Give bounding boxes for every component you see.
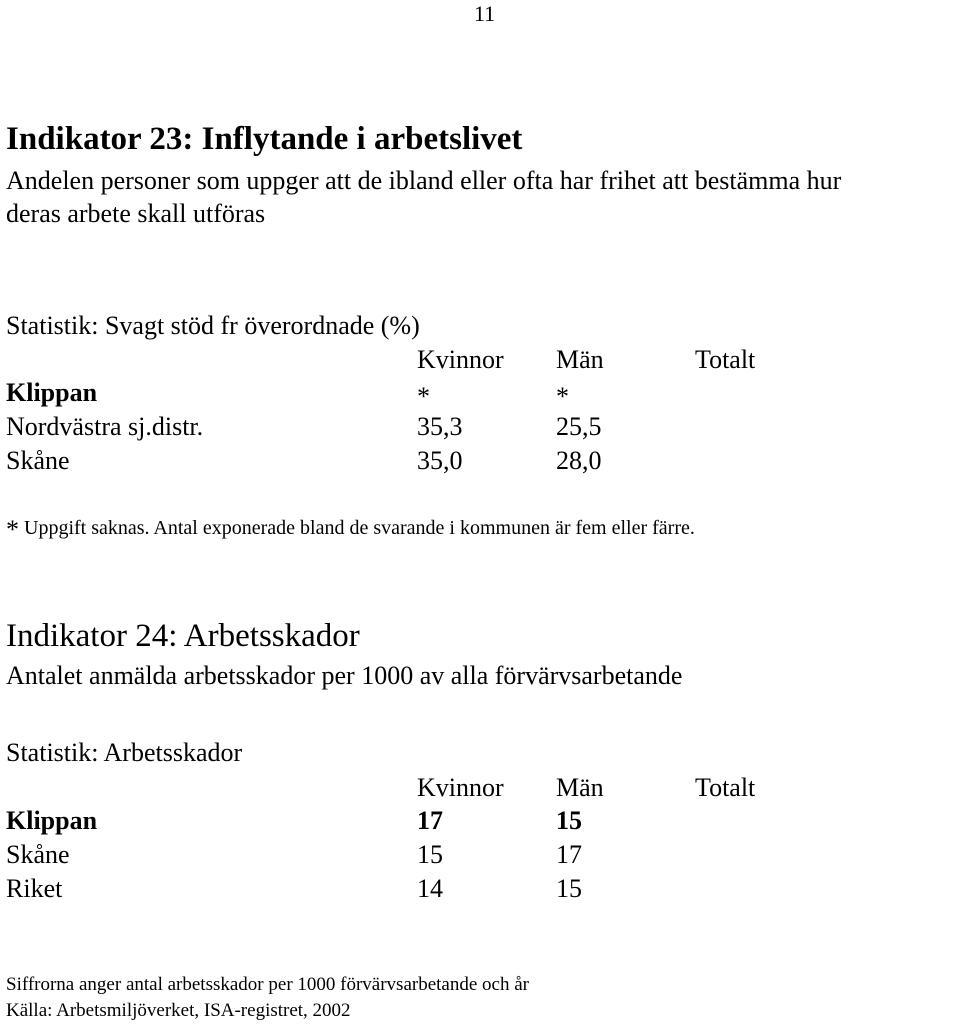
cell-kvinnor: *: [417, 382, 430, 411]
cell-kvinnor: 35,0: [417, 446, 463, 475]
indicator-24-source: Källa: Arbetsmiljöverket, ISA-registret, 2002: [6, 1000, 351, 1021]
footnote-text: Uppgift saknas. Antal exponerade bland de svarande i kommunen är fem eller färre.: [24, 517, 695, 539]
column-header-totalt: Totalt: [695, 345, 756, 374]
indicator-24-statistic-label: Statistik: Arbetsskador: [6, 738, 243, 767]
footnote-asterisk: *: [6, 515, 19, 544]
row-label-nordvastra: Nordvästra sj.distr.: [6, 412, 204, 441]
indicator-24-title: Indikator 24: Arbetsskador: [6, 618, 360, 654]
row-label-skane: Skåne: [6, 840, 70, 869]
column-header-kvinnor: Kvinnor: [417, 345, 504, 374]
row-label-klippan: Klippan: [6, 378, 98, 407]
row-label-klippan: Klippan: [6, 806, 98, 835]
cell-kvinnor: 35,3: [417, 412, 463, 441]
cell-man: 25,5: [556, 412, 602, 441]
column-header-totalt: Totalt: [695, 773, 756, 802]
cell-man: 15: [556, 874, 582, 903]
cell-man: *: [556, 382, 569, 411]
indicator-23-description-line-2: deras arbete skall utföras: [6, 199, 266, 228]
cell-man: 28,0: [556, 446, 602, 475]
cell-man: 17: [556, 840, 582, 869]
row-label-skane: Skåne: [6, 446, 70, 475]
cell-kvinnor: 14: [417, 874, 443, 903]
cell-kvinnor: 15: [417, 840, 443, 869]
indicator-23-footnote: [6, 517, 695, 543]
indicator-23-title: Indikator 23: Inflytande i arbetslivet: [6, 121, 523, 157]
indicator-24-description: Antalet anmälda arbetsskador per 1000 av alla förvärvsarbetande: [6, 661, 683, 690]
indicator-23-statistic-label: Statistik: Svagt stöd fr överordnade (%): [6, 311, 420, 340]
indicator-23-description-line-1: Andelen personer som uppger att de ibland eller ofta har frihet att bestämma hur: [6, 166, 842, 195]
cell-kvinnor: 17: [417, 806, 443, 835]
column-header-man: Män: [556, 345, 604, 374]
page-number: 11: [474, 1, 496, 26]
row-label-riket: Riket: [6, 874, 63, 903]
column-header-man: Män: [556, 773, 604, 802]
cell-man: 15: [556, 806, 582, 835]
indicator-24-note: Siffrorna anger antal arbetsskador per 1000 förvärvsarbetande och år: [6, 974, 529, 995]
column-header-kvinnor: Kvinnor: [417, 773, 504, 802]
